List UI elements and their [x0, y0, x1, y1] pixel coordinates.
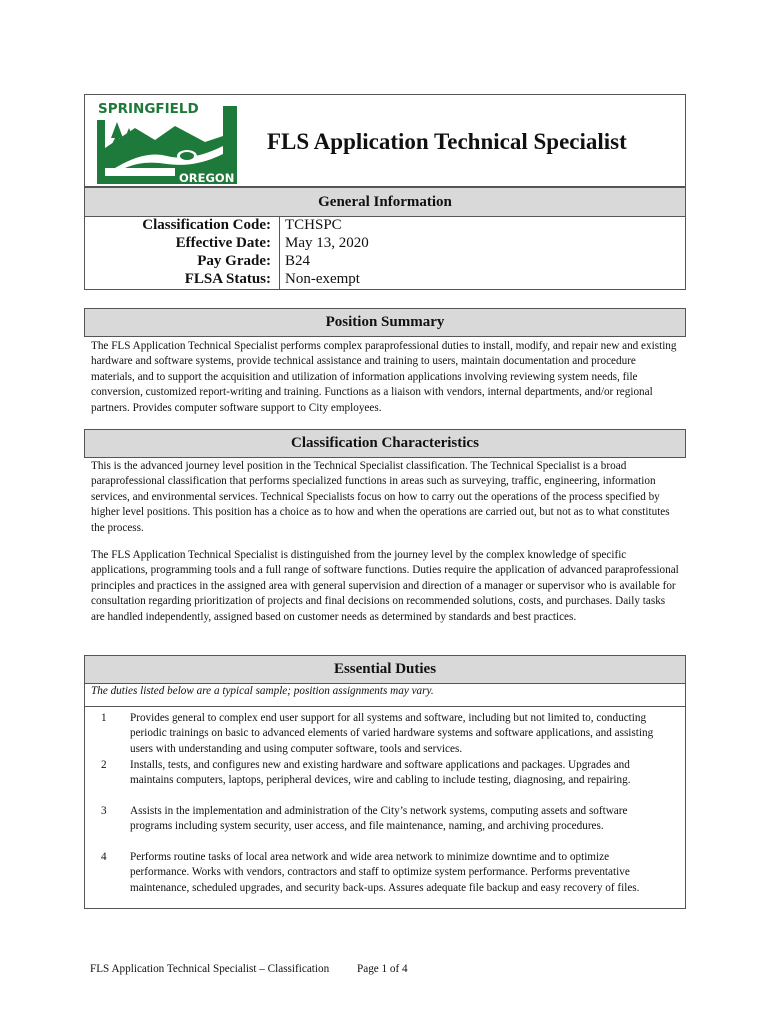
duties-note: The duties listed below are a typical sample; position assignments may vary. [91, 685, 434, 697]
position-summary-text: The FLS Application Technical Specialist performs complex paraprofessional duties to install, modify, and repair new and existing hardware and software systems, provide technical assistance and training to users, maintain documentation and procedure materials, and to support the acquisition and utilization of information applications involving reviewing system needs, file conversion, customized report-writing and training. Functions as a liaison with vendors, internal departments, and/or regional partners. Provides computer software support to City employees. [91, 340, 677, 414]
duty-number: 4 [101, 851, 107, 863]
info-value: B24 [285, 253, 311, 269]
classification-paragraph-1: This is the advanced journey level position in the Technical Specialist classification. The Technical Specialist is a broad paraprofessional classification that performs specialized functions in areas such as surveying, traffic, engineering, information services, and environmental services. Technical Specialists focus on how to carry out the operations of the process specified by higher level positions. This position has a choice as to how and when the operations are carried out, but not as to what constitutes the process. [91, 460, 670, 534]
duty-number: 3 [101, 805, 107, 817]
footer-document-title: FLS Application Technical Specialist – Classification [90, 963, 330, 975]
document-header [84, 94, 686, 187]
duty-text: Assists in the implementation and administration of the City’s network systems, computing assets and software programs including system security, user access, and file maintenance, naming, and archiving procedures. [130, 805, 628, 833]
position-summary-heading: Position Summary [84, 308, 686, 337]
classification-characteristics-heading: Classification Characteristics [84, 429, 686, 458]
info-value: TCHSPC [285, 217, 342, 233]
duty-text: Provides general to complex end user support for all systems and software, including but not limited to, conducting periodic trainings on basic to advanced elements of varied hardware systems and software applications, and assisting users with understanding and using computer software, tools and services. [130, 712, 654, 755]
info-value: May 13, 2020 [285, 235, 369, 251]
info-row-classification [85, 217, 685, 235]
info-value: Non-exempt [285, 271, 360, 287]
duty-text: Installs, tests, and configures new and existing hardware and software applications and packages. Upgrades and maintains computers, laptops, peripheral devices, wire and cabling to include testing, diagnosing, and repairing. [130, 759, 631, 787]
divider [85, 706, 685, 707]
general-info-table [84, 217, 686, 290]
classification-paragraph-2: The FLS Application Technical Specialist is distinguished from the journey level by the complex knowledge of specific applications, programming tools and a full range of software functions. Duties require the application of advanced paraprofessional principles and practices in the assigned area with general supervision and direction of a manager or supervisor who is available for consultation regarding prioritization of projects and final decisions on recommended solutions, costs, and purchases. Daily tasks are handled independently, assigned based on customer needs as determined by standards and best practices. [91, 549, 679, 623]
page-title: FLS Application Technical Specialist [267, 129, 627, 154]
logo-text-top: SPRINGFIELD [98, 101, 199, 117]
info-key: Effective Date: [175, 235, 271, 251]
info-key: Classification Code: [142, 217, 271, 233]
logo-text-bottom: OREGON [179, 171, 235, 185]
duty-text: Performs routine tasks of local area network and wide area network to minimize downtime and to optimize performance. Works with vendors, contractors and staff to optimize system performance. Performs preventative maintenance, scheduled upgrades, and security back-ups. Assures adequate file backup and easy recovery of files. [130, 851, 640, 894]
duty-number: 1 [101, 712, 107, 724]
footer-page-number: Page 1 of 4 [357, 963, 408, 975]
essential-duties-heading: Essential Duties [84, 655, 686, 684]
info-row-flsa-status [85, 271, 685, 289]
springfield-oregon-logo [95, 98, 239, 186]
duty-number: 2 [101, 759, 107, 771]
info-key: FLSA Status: [184, 271, 271, 287]
info-row-effective-date [85, 235, 685, 253]
general-info-heading: General Information [84, 187, 686, 217]
info-key: Pay Grade: [197, 253, 271, 269]
essential-duties-list [84, 683, 686, 909]
info-row-pay-grade [85, 253, 685, 271]
